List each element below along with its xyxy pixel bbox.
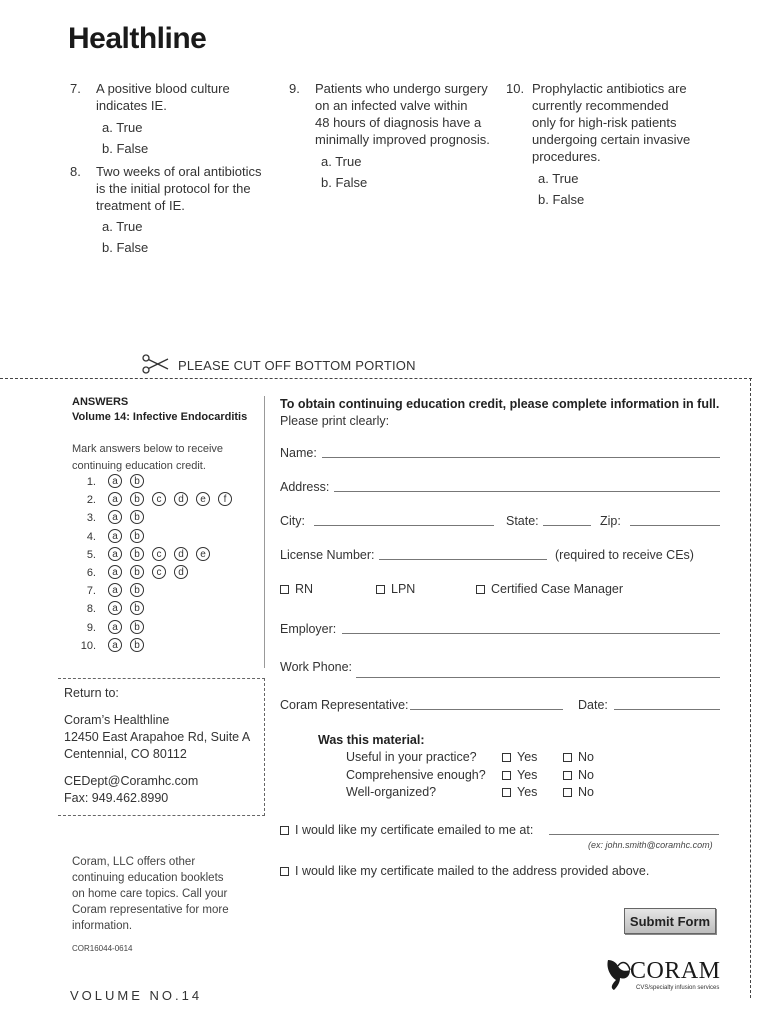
question-text: Prophylactic antibiotics are currently recommended only for high-risk patients undergoing certain invasive procedures. xyxy=(532,81,691,164)
return-label: Return to: xyxy=(64,686,119,700)
answer-bubble[interactable]: e xyxy=(196,547,210,561)
answer-bubble[interactable]: b xyxy=(130,638,144,652)
rn-option[interactable]: RN xyxy=(280,582,313,596)
answer-bubble[interactable]: d xyxy=(174,565,188,579)
answer-bubbles xyxy=(108,547,210,561)
answers-volume: Volume 14: Infective Endocarditis xyxy=(72,411,248,423)
option-true: a. True xyxy=(102,219,143,234)
zip-label: Zip: xyxy=(600,514,621,528)
answer-bubble[interactable]: c xyxy=(152,547,166,561)
state-label: State: xyxy=(506,514,539,528)
answer-bubbles xyxy=(108,492,232,506)
answer-bubbles xyxy=(108,565,188,579)
answer-bubbles xyxy=(108,474,144,488)
employer-label: Employer: xyxy=(280,622,337,636)
answer-row xyxy=(72,474,272,492)
answer-row-number: 2. xyxy=(86,494,96,507)
answer-bubbles xyxy=(108,620,144,634)
form-title: To obtain continuing education credit, please complete information in full. xyxy=(280,397,720,411)
zip-field[interactable] xyxy=(630,525,720,526)
answer-bubble[interactable]: b xyxy=(130,547,144,561)
answer-row-number: 7. xyxy=(86,585,96,598)
answer-bubble[interactable]: b xyxy=(130,510,144,524)
question-9 xyxy=(289,80,499,200)
coram-wordmark: CORAM xyxy=(630,958,721,984)
option-false: b. False xyxy=(321,175,368,190)
answer-bubble[interactable]: a xyxy=(108,492,122,506)
question-10 xyxy=(506,80,706,210)
date-label: Date: xyxy=(578,698,608,712)
address-label: Address: xyxy=(280,480,330,494)
answer-bubble[interactable]: a xyxy=(108,474,122,488)
yes-checkbox[interactable] xyxy=(502,753,511,762)
answer-bubble[interactable]: b xyxy=(130,565,144,579)
address-field[interactable] xyxy=(334,491,720,492)
option-true: a. True xyxy=(321,154,362,169)
option-true: a. True xyxy=(538,171,579,186)
answers-heading: ANSWERS xyxy=(72,396,129,408)
yes-option[interactable]: Yes xyxy=(502,784,537,802)
answer-row xyxy=(72,583,272,601)
answer-bubble[interactable]: d xyxy=(174,492,188,506)
license-field[interactable] xyxy=(379,559,547,560)
no-option[interactable]: No xyxy=(563,767,594,785)
ccm-checkbox[interactable] xyxy=(476,585,485,594)
answer-bubble[interactable]: a xyxy=(108,510,122,524)
question-text: A positive blood culture indicates IE. xyxy=(96,81,230,113)
cut-instruction: PLEASE CUT OFF BOTTOM PORTION xyxy=(178,358,416,373)
submit-form-button[interactable]: Submit Form xyxy=(624,908,716,934)
date-field[interactable] xyxy=(614,709,720,710)
name-label: Name: xyxy=(280,446,317,460)
question-text: Patients who undergo surgery on an infected valve within 48 hours of diagnosis have a minimally improved prognosis. xyxy=(315,81,490,147)
answer-bubble[interactable]: b xyxy=(130,529,144,543)
answer-bubble[interactable]: d xyxy=(174,547,188,561)
material-title: Was this material: xyxy=(318,733,425,747)
answer-bubble[interactable]: a xyxy=(108,583,122,597)
answer-row xyxy=(72,547,272,565)
question-8 xyxy=(70,163,270,259)
scissors-icon xyxy=(140,353,170,375)
answer-row xyxy=(72,620,272,638)
answer-bubble[interactable]: c xyxy=(152,565,166,579)
question-number: 9. xyxy=(289,81,300,96)
answer-bubble[interactable]: a xyxy=(108,565,122,579)
rn-checkbox[interactable] xyxy=(280,585,289,594)
answer-row xyxy=(72,565,272,583)
answer-bubble[interactable]: e xyxy=(196,492,210,506)
no-option[interactable]: No xyxy=(563,784,594,802)
answer-bubble[interactable]: b xyxy=(130,601,144,615)
license-label: License Number: xyxy=(280,548,375,562)
answer-bubble[interactable]: b xyxy=(130,492,144,506)
column-divider xyxy=(264,396,265,668)
answer-bubble[interactable]: b xyxy=(130,583,144,597)
answer-row xyxy=(72,638,272,656)
answer-bubble[interactable]: b xyxy=(130,620,144,634)
rep-label: Coram Representative: xyxy=(280,698,409,712)
no-option[interactable]: No xyxy=(563,749,594,767)
answer-bubble[interactable]: a xyxy=(108,601,122,615)
return-address: Coram’s Healthline 12450 East Arapahoe Rd, Suite A Centennial, CO 80112 xyxy=(64,713,251,761)
option-false: b. False xyxy=(102,141,149,156)
option-false: b. False xyxy=(102,240,149,255)
material-yes-column xyxy=(502,749,537,802)
answer-row xyxy=(72,601,272,619)
mail-cert-option[interactable]: I would like my certificate mailed to the address provided above. xyxy=(280,864,649,878)
answer-row-number: 6. xyxy=(86,567,96,579)
answer-bubble[interactable]: c xyxy=(152,492,166,506)
material-questions: Useful in your practice? Comprehensive enough? Well-organized? xyxy=(346,750,486,799)
answer-row xyxy=(72,510,272,528)
answer-bubbles xyxy=(108,638,144,652)
answer-row-number: 3. xyxy=(86,512,96,525)
name-field[interactable] xyxy=(322,457,720,458)
mail-cert-checkbox[interactable] xyxy=(280,867,289,876)
answer-bubbles xyxy=(108,601,144,615)
answer-row-number: 9. xyxy=(86,621,96,634)
answer-row-number: 5. xyxy=(86,548,96,561)
answer-row-number: 8. xyxy=(86,603,96,616)
option-true: a. True xyxy=(102,120,143,135)
question-number: 10. xyxy=(506,81,525,96)
ccm-option[interactable]: Certified Case Manager xyxy=(476,582,623,596)
return-contact: CEDept@Coramhc.com Fax: 949.462.8990 xyxy=(64,774,199,805)
city-label: City: xyxy=(280,514,305,528)
material-no-column xyxy=(563,749,594,802)
work-phone-label: Work Phone: xyxy=(280,660,353,674)
no-checkbox[interactable] xyxy=(563,753,572,762)
question-7 xyxy=(70,80,270,160)
question-text: Two weeks of oral antibiotics is the initial protocol for the treatment of IE. xyxy=(96,164,262,213)
document-code: COR16044-0614 xyxy=(72,944,133,953)
city-field[interactable] xyxy=(314,525,494,526)
answers-instruction: continuing education credit. xyxy=(72,460,206,472)
answer-bubble[interactable]: b xyxy=(130,474,144,488)
cut-line xyxy=(0,378,752,379)
email-field[interactable] xyxy=(549,834,719,835)
answer-bubble[interactable]: a xyxy=(108,620,122,634)
employer-field[interactable] xyxy=(342,633,720,634)
lpn-option[interactable]: LPN xyxy=(376,582,415,596)
yes-option[interactable]: Yes xyxy=(502,749,537,767)
question-number: 8. xyxy=(70,164,81,179)
rep-field[interactable] xyxy=(410,709,563,710)
answer-row-number: 4. xyxy=(86,530,96,543)
yes-checkbox[interactable] xyxy=(502,771,511,780)
coram-logo xyxy=(604,956,724,996)
email-cert-checkbox[interactable] xyxy=(280,826,289,835)
form-subtitle: Please print clearly: xyxy=(280,414,390,428)
yes-checkbox[interactable] xyxy=(502,788,511,797)
state-field[interactable] xyxy=(543,525,591,526)
no-checkbox[interactable] xyxy=(563,788,572,797)
answer-bubbles xyxy=(108,510,144,524)
lpn-checkbox[interactable] xyxy=(376,585,385,594)
yes-option[interactable]: Yes xyxy=(502,767,537,785)
license-note: (required to receive CEs) xyxy=(555,548,694,562)
promo-text: Coram, LLC offers other continuing education booklets on home care topics. Call your Coram representative for more information. xyxy=(72,856,229,932)
answer-bubbles xyxy=(108,529,144,543)
healthline-logo: Healthline xyxy=(68,22,207,55)
answer-bubbles xyxy=(108,583,144,597)
answer-row xyxy=(72,529,272,547)
volume-number: VOLUME NO.14 xyxy=(70,988,203,1003)
answer-bubble[interactable]: f xyxy=(218,492,232,506)
work-phone-field[interactable] xyxy=(356,677,720,678)
question-number: 7. xyxy=(70,81,81,96)
answer-bubble[interactable]: a xyxy=(108,638,122,652)
answer-bubble[interactable]: a xyxy=(108,547,122,561)
answer-row-number: 10. xyxy=(80,639,96,652)
email-cert-option[interactable]: I would like my certificate emailed to me at: xyxy=(280,823,533,837)
answer-bubble[interactable]: a xyxy=(108,529,122,543)
answer-row-number: 1. xyxy=(86,476,96,488)
answers-instruction: Mark answers below to receive xyxy=(72,443,224,455)
coram-tagline: CVS/specialty infusion services xyxy=(636,985,720,991)
cut-line-vertical xyxy=(750,378,751,998)
email-example: (ex: john.smith@coramhc.com) xyxy=(588,840,713,850)
answer-row xyxy=(72,492,272,510)
no-checkbox[interactable] xyxy=(563,771,572,780)
option-false: b. False xyxy=(538,192,585,207)
